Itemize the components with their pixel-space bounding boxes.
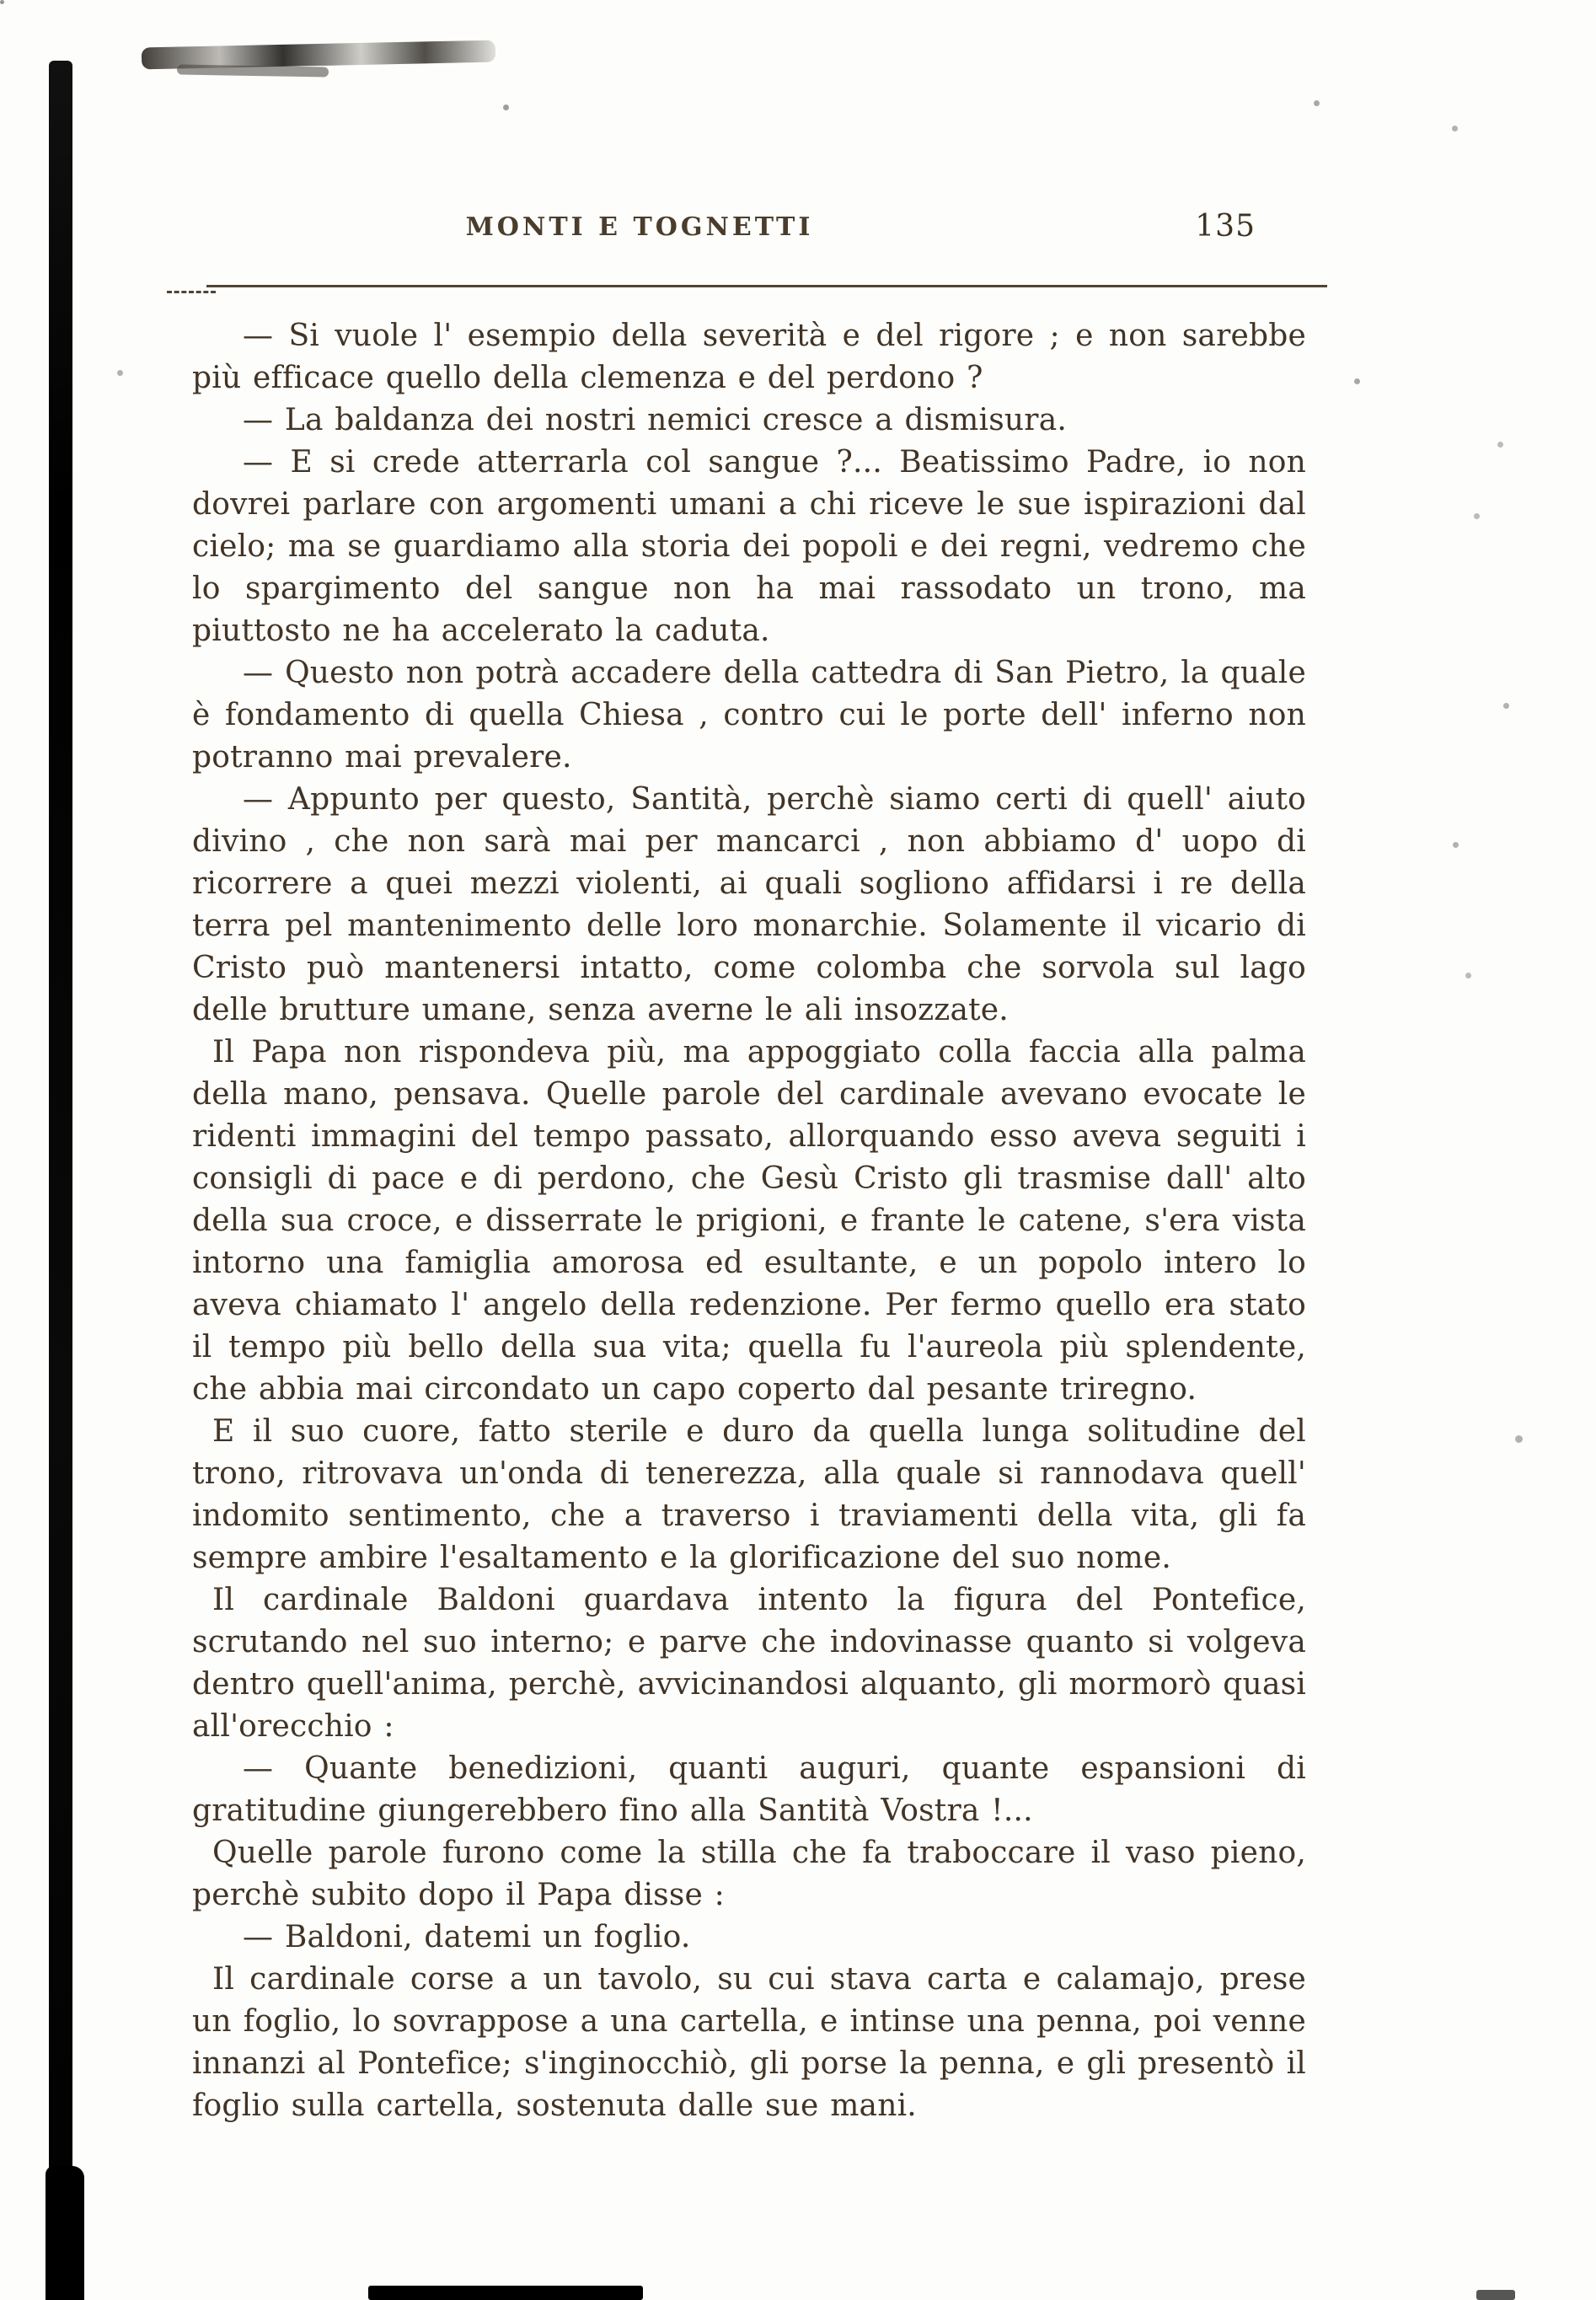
scan-artifact-top-smudge-secondary [177,64,329,77]
running-head-title: MONTI E TOGNETTI [465,212,814,242]
paragraph: — E si crede atterrarla col sangue ?... Beatissimo Padre, io non dovrei parlare con argomenti umani a chi riceve le sue ispirazioni dal cielo; ma se guardiamo alla storia dei popoli e dei regni, vedremo che lo spargimento del sangue non ha mai rassodato un trono, ma piuttosto ne ha accelerato la caduta. [192,445,1306,648]
scan-artifact-bottom-strip [368,2286,643,2300]
scan-artifact-specks [0,0,4,4]
paragraph: — Si vuole l' esempio della severità e del rigore ; e non sarebbe più efficace quello della clemenza e del perdono ? [192,319,1306,395]
header-rule-dashes [167,291,216,293]
paragraph: E il suo cuore, fatto sterile e duro da quella lunga solitudine del trono, ritrovava un'onda di tenerezza, alla quale si rannodava quell' indomito sentimento, che a traverso i traviamenti della vita, gli fa sempre ambire l'esaltamento e la glorificazione del suo nome. [192,1414,1306,1575]
paragraph: — Questo non potrà accadere della cattedra di San Pietro, la quale è fondamento di quella Chiesa , contro cui le porte dell' inferno non potranno mai prevalere. [192,656,1306,775]
paragraph: — Quante benedizioni, quanti auguri, quante espansioni di gratitudine giungerebbero fino alla Santità Vostra !... [192,1751,1306,1828]
text-block [192,315,1306,2127]
paragraph: — La baldanza dei nostri nemici cresce a dismisura. [243,403,1068,437]
paragraph: Il Papa non rispondeva più, ma appoggiato colla faccia alla palma della mano, pensava. Quelle parole del cardinale avevano evocate le ridenti immagini del tempo passato, allorquando esso aveva seguiti i consigli di pace e di perdono, che Gesù Cristo gli trasmise dall' alto della sua croce, e disserrate le prigioni, e frante le catene, s'era vista intorno una famiglia amorosa ed esultante, e un popolo intero lo aveva chiamato l' angelo della redenzione. Per fermo quello era stato il tempo più bello della sua vita; quella fu l'aureola più splendente, che abbia mai circondato un capo coperto dal pesante triregno. [192,1035,1306,1407]
page-number: 135 [1195,209,1256,244]
paragraph: — Baldoni, datemi un foglio. [243,1920,691,1954]
paragraph: Il cardinale Baldoni guardava intento la figura del Pontefice, scrutando nel suo interno; e parve che indovinasse quanto si volgeva dentro quell'anima, perchè, avvicinandosi alquanto, gli mormorò quasi all'orecchio : [192,1583,1306,1744]
paragraph: Quelle parole furono come la stilla che fa traboccare il vaso pieno, perchè subito dopo il Papa disse : [192,1836,1306,1912]
paragraph: — Appunto per questo, Santità, perchè siamo certi di quell' aiuto divino , che non sarà mai per mancarci , non abbiamo d' uopo di ricorrere a quei mezzi violenti, ai quali sogliono affidarsi i re della terra pel mantenimento delle loro monarchie. Solamente il vicario di Cristo può mantenersi intatto, come colomba che sorvola sul lago delle brutture umane, senza averne le ali insozzate. [192,782,1306,1027]
scan-artifact-left-bar-bottom [46,2166,84,2300]
scan-artifact-bottom-right-mark [1476,2290,1515,2300]
running-head [192,209,1306,253]
paragraph: Il cardinale corse a un tavolo, su cui stava carta e calamajo, prese un foglio, lo sovrappose a una cartella, e intinse una penna, poi venne innanzi al Pontefice; s'inginocchiò, gli porse la penna, e gli presentò il foglio sulla cartella, sostenuta dalle sue mani. [192,1962,1306,2123]
header-rule [206,285,1327,287]
scan-artifact-left-bar [49,61,72,2300]
